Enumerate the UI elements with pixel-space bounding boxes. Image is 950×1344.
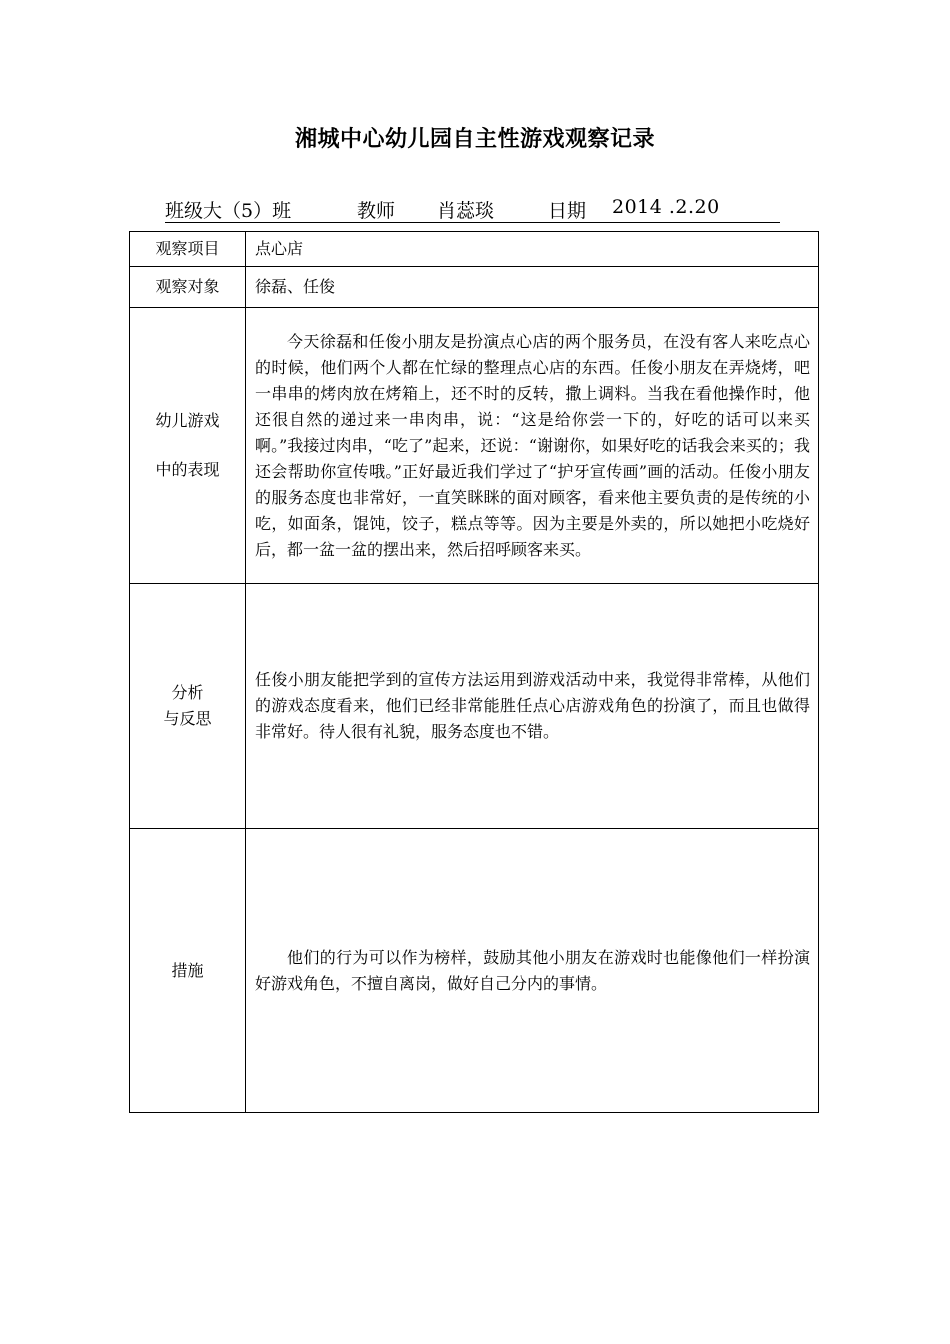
measures-text: 他们的行为可以作为榜样，鼓励其他小朋友在游戏时也能像他们一样扮演好游戏角色，不擅自离岗，做好自己分内的事情。 [255,947,810,993]
table-row-observation-item [130,232,819,267]
analysis-label-line-1: 分析 [171,683,204,702]
table-row-measures [130,829,819,1113]
observation-target-value: 徐磊、任俊 [246,267,819,308]
observation-item-value: 点心店 [246,232,819,267]
observation-target-label: 观察对象 [130,267,246,308]
table-row-analysis [130,584,819,829]
date-label: 日期 [548,200,587,222]
class-label: 班级大（5）班 [165,200,292,222]
analysis-cell [246,584,819,829]
date-value: 2014 .2.20 [612,196,720,218]
analysis-label-line-2: 与反思 [163,709,212,728]
performance-cell [246,308,819,584]
table-row-performance [130,308,819,584]
analysis-text: 任俊小朋友能把学到的宣传方法运用到游戏活动中来，我觉得非常棒，从他们的游戏态度看来，他们已经非常能胜任点心店游戏角色的扮演了，而且也做得非常好。待人很有礼貌，服务态度也不错。 [255,670,810,741]
table-row-observation-target [130,267,819,308]
observation-item-label: 观察项目 [130,232,246,267]
measures-cell [246,829,819,1113]
performance-label-line-1: 幼儿游戏 [155,411,220,430]
measures-label: 措施 [130,829,246,1113]
analysis-label [130,584,246,829]
observation-table [129,231,819,1113]
performance-label-line-2: 中的表现 [155,460,220,479]
performance-text: 今天徐磊和任俊小朋友是扮演点心店的两个服务员，在没有客人来吃点心的时候，他们两个人都在忙绿的整理点心店的东西。任俊小朋友在弄烧烤，吧一串串的烤肉放在烤箱上，还不时的反转，撒上调料。当我在看他操作时，他还很自然的递过来一串肉串，说：“这是给你尝一下的，好吃的话可以来买啊。”我接过肉串，“吃了”起来，还说：“谢谢你，如果好吃的话我会来买的；我还会帮助你宣传哦。”正好最近我们学过了“护牙宣传画”画的活动。任俊小朋友的服务态度也非常好，一直笑眯眯的面对顾客，看来他主要负责的是传统的小吃，如面条，馄饨，饺子，糕点等等。因为主要是外卖的，所以她把小吃烧好后，都一盆一盆的摆出来，然后招呼顾客来买。 [255,331,810,559]
record-info-line [165,196,780,223]
teacher-label: 教师 [357,200,396,222]
performance-label [130,308,246,584]
teacher-name: 肖蕊琰 [437,200,495,222]
document-title: 湘城中心幼儿园自主性游戏观察记录 [294,127,655,152]
